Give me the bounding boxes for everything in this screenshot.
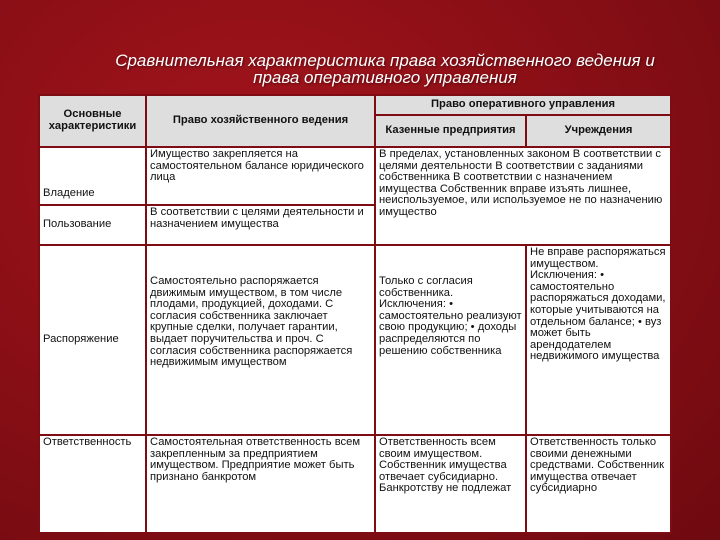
cell-liability-enterprises: Ответственность всем своим имуществом. Собственник имущества отвечает субсидиарно. Банкротству не подлежат (375, 435, 526, 533)
row-label-liability: Ответственность (39, 435, 146, 533)
cell-disposal-enterprises: Только с согласия собственника. Исключения: • самостоятельно реализуют свою продукцию; • доходы распределяются по решению собственника (375, 245, 526, 435)
title-line-1: Сравнительная характеристика права хозяйственного ведения и (115, 51, 655, 70)
cell-liability-economic: Самостоятельная ответственность всем закрепленным за предприятием имуществом. Предприятие может быть признано банкротом (146, 435, 375, 533)
row-label-use: Пользование (39, 205, 146, 245)
row-label-ownership: Владение (39, 147, 146, 205)
header-state-enterprises: Казенные предприятия (375, 115, 526, 147)
header-economic-management: Право хозяйственного ведения (146, 95, 375, 147)
slide-title (70, 52, 700, 86)
cell-liability-institutions: Ответственность только своими денежными средствами. Собственник имущества отвечает субсидиарно (526, 435, 671, 533)
cell-use-economic: В соответствии с целями деятельности и назначением имущества (146, 205, 375, 245)
cell-disposal-institutions: Не вправе распоряжаться имуществом. Исключения: • самостоятельно распоряжаться доходами, которые учитываются на отдельном балансе; • вуз может быть арендодателем недвижимого имущества (526, 245, 671, 435)
header-main-characteristics: Основные характеристики (39, 95, 146, 147)
header-institutions: Учреждения (526, 115, 671, 147)
title-line-2: права оперативного управления (253, 68, 517, 87)
cell-disposal-economic: Самостоятельно распоряжается движимым имуществом, в том числе плодами, продукцией, доходами. С согласия собственника заключает крупные сделки, получает гарантии, выдает поручительства и проч. С согласия собственника распоряжается недвижимым имуществом (146, 245, 375, 435)
header-operational-management: Право оперативного управления (375, 95, 671, 115)
cell-ownership-economic: Имущество закрепляется на самостоятельном балансе юридического лица (146, 147, 375, 205)
row-label-disposal: Распоряжение (39, 245, 146, 435)
comparison-table (38, 94, 672, 534)
cell-ownership-use-operational: В пределах, установленных законом В соответствии с целями деятельности В соответствии с заданиями собственника В соответствии с назначением имущества Собственник вправе изъять лишнее, неиспользуемое, или используемое не по назначению имущество (375, 147, 671, 245)
